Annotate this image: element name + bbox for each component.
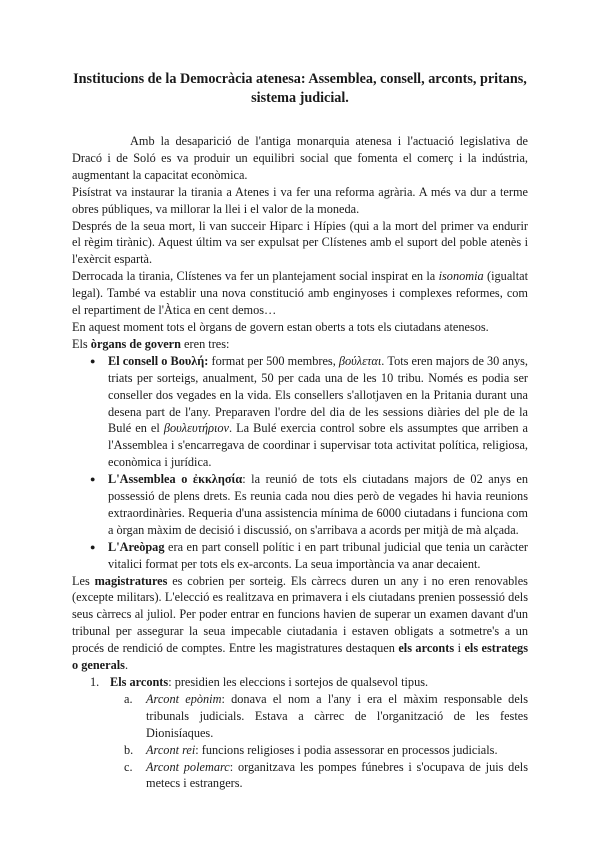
consell-greek2: βουλευτήριον — [163, 421, 230, 436]
paragraph-pisistrat: Pisístrat va instaurar la tirania a Atenes i va fer una reforma agrària. A més va dur a terme obres públiques, va millorar la llei i el valor de la moneda. — [72, 184, 528, 216]
rei-term: Arcont rei — [146, 742, 196, 757]
eponim-text: : donava el nom a l'any i era el màxim responsable dels tribunals judicials. Estava a càrrec de l'organització de les festes Dionisíaques. — [146, 691, 528, 740]
list-item-arconts — [90, 674, 528, 792]
paragraph-organs — [72, 336, 528, 353]
list-item-consell — [108, 353, 528, 471]
organs-list — [72, 353, 528, 573]
organs-after: eren tres: — [180, 336, 230, 351]
paragraph-magistratures — [72, 573, 528, 674]
list-marker: 1. — [90, 675, 100, 689]
eponim-term: Arcont epònim — [146, 691, 222, 706]
list-item-polemarc — [124, 759, 528, 793]
rei-text: : funcions religioses i podia assessorar en processos judicials. — [195, 742, 498, 757]
document-title: Institucions de la Democràcia atenesa: Assemblea, consell, arconts, pritans, sistema judicial. — [73, 71, 527, 106]
consell-term: El consell o Βουλή: — [108, 353, 209, 368]
paragraph-hiparc: Després de la seua mort, li van succeir Hiparc i Hípies (qui a la mort del primer va endurir el règim tirànic). Aquest últim va ser expulsat per Clístenes amb el suport del poble atenès i l'exèrcit espartà. — [72, 218, 528, 267]
assemblea-term: L'Assemblea o ἐκκλησία — [108, 472, 243, 487]
arconts-label: Els arconts — [110, 675, 169, 689]
isonomia-before: Derrocada la tirania, Clístenes va fer un plantejament social inspirat en la — [72, 269, 439, 284]
paragraph-moment: En aquest moment tots el òrgans de govern estan oberts a tots els ciutadans atenesos. — [72, 319, 489, 334]
consell-text-c: . La Bulé exercia control sobre els assumptes que arriben a l'Assemblea i s'encarregava de coordinar i supervisar tota activitat política, religiosa, econòmica i jurídica. — [108, 421, 528, 470]
list-item-rei — [124, 742, 528, 759]
arconts-term: els arconts — [398, 641, 455, 656]
areopag-term: L'Areòpag — [108, 539, 165, 554]
list-marker: b. — [124, 742, 134, 757]
list-item-eponim — [124, 691, 528, 742]
isonomia-term: isonomia — [438, 269, 484, 284]
magistrates-list — [72, 674, 528, 792]
isonomia-after: (igualtat legal). També va establir una nova constitució amb enginyoses i complexes reformes, com el repartiment de l'Àtica en cent demos… — [72, 269, 528, 318]
magistratures-term: magistratures — [94, 573, 168, 588]
magistratures-b: es cobrien per sorteig. Els càrrecs duren un any i no eren renovables (excepte militars). L'elecció es realitzava en primavera i els ciutadans prenien possessió dels seus càrrecs al juliol. Per poder entrar en funcions havien de superar un examen davant d'un tribunal per assegurar la seua impecable ciutadania i estaven obligats a sotmetre's a un procés de rendició de comptes. Entre les magistratures destaquen — [72, 573, 528, 656]
paragraph-isonomia — [72, 268, 528, 319]
consell-greek: βούλεται — [338, 353, 382, 368]
polemarc-term: Arcont polemarc — [146, 759, 230, 774]
arconts-text: : presidien les eleccions i sortejos de qualsevol tipus. — [168, 675, 429, 689]
magistratures-c: i — [454, 641, 465, 656]
assemblea-text: : la reunió de tots els ciutadans majors de 02 anys en possessió de plens drets. Es reunia cada nou dies però de vegades hi havia reunions extraordinàries. Requeria d'una assistencia mínima de 6000 ciutadans i funciona com a òrgan màxim de decisió i discussió, on s'arribava a acords per mitjà de mà alçada. — [108, 472, 528, 537]
polemarc-text: : organitzava les pompes fúnebres i s'ocupava de juis dels metecs i estrangers. — [146, 759, 528, 791]
consell-text-b: . Tots eren majors de 30 anys, triats per sorteigs, anualment, 50 per cada una de les 10 tribu. Només es podia ser conseller dos vegades en la vida. Els consellers s'allotjaven en la Pritania durant una desena part de l'any. Preparaven l'ordre del dia de les sessions diàries del ple de la Bulé en el — [108, 353, 528, 436]
organs-term: òrgans de govern — [90, 336, 181, 351]
list-item-areopag — [108, 539, 528, 573]
arconts-sublist — [110, 691, 528, 792]
list-marker: c. — [124, 759, 133, 774]
areopag-text: era en part consell polític i en part tribunal judicial que tenia un caràcter vitalici format per tots els ex-arconts. La seua importància va anar decaient. — [108, 539, 528, 571]
magistratures-a: Les — [72, 573, 95, 588]
magistratures-d: . — [124, 658, 129, 673]
organs-before: Els — [72, 336, 91, 351]
list-marker: a. — [124, 691, 133, 706]
list-item-assemblea — [108, 471, 528, 539]
estrategs-term: els estrategs o generals — [72, 641, 528, 673]
paragraph-intro: Amb la desaparició de l'antiga monarquia atenesa i l'actuació legislativa de Dracó i de Soló es va produir un equilibri social que fomenta el comerç i la indústria, augmentant la capacitat econòmica. — [72, 134, 528, 182]
consell-text-a: format per 500 membres, — [208, 353, 339, 368]
